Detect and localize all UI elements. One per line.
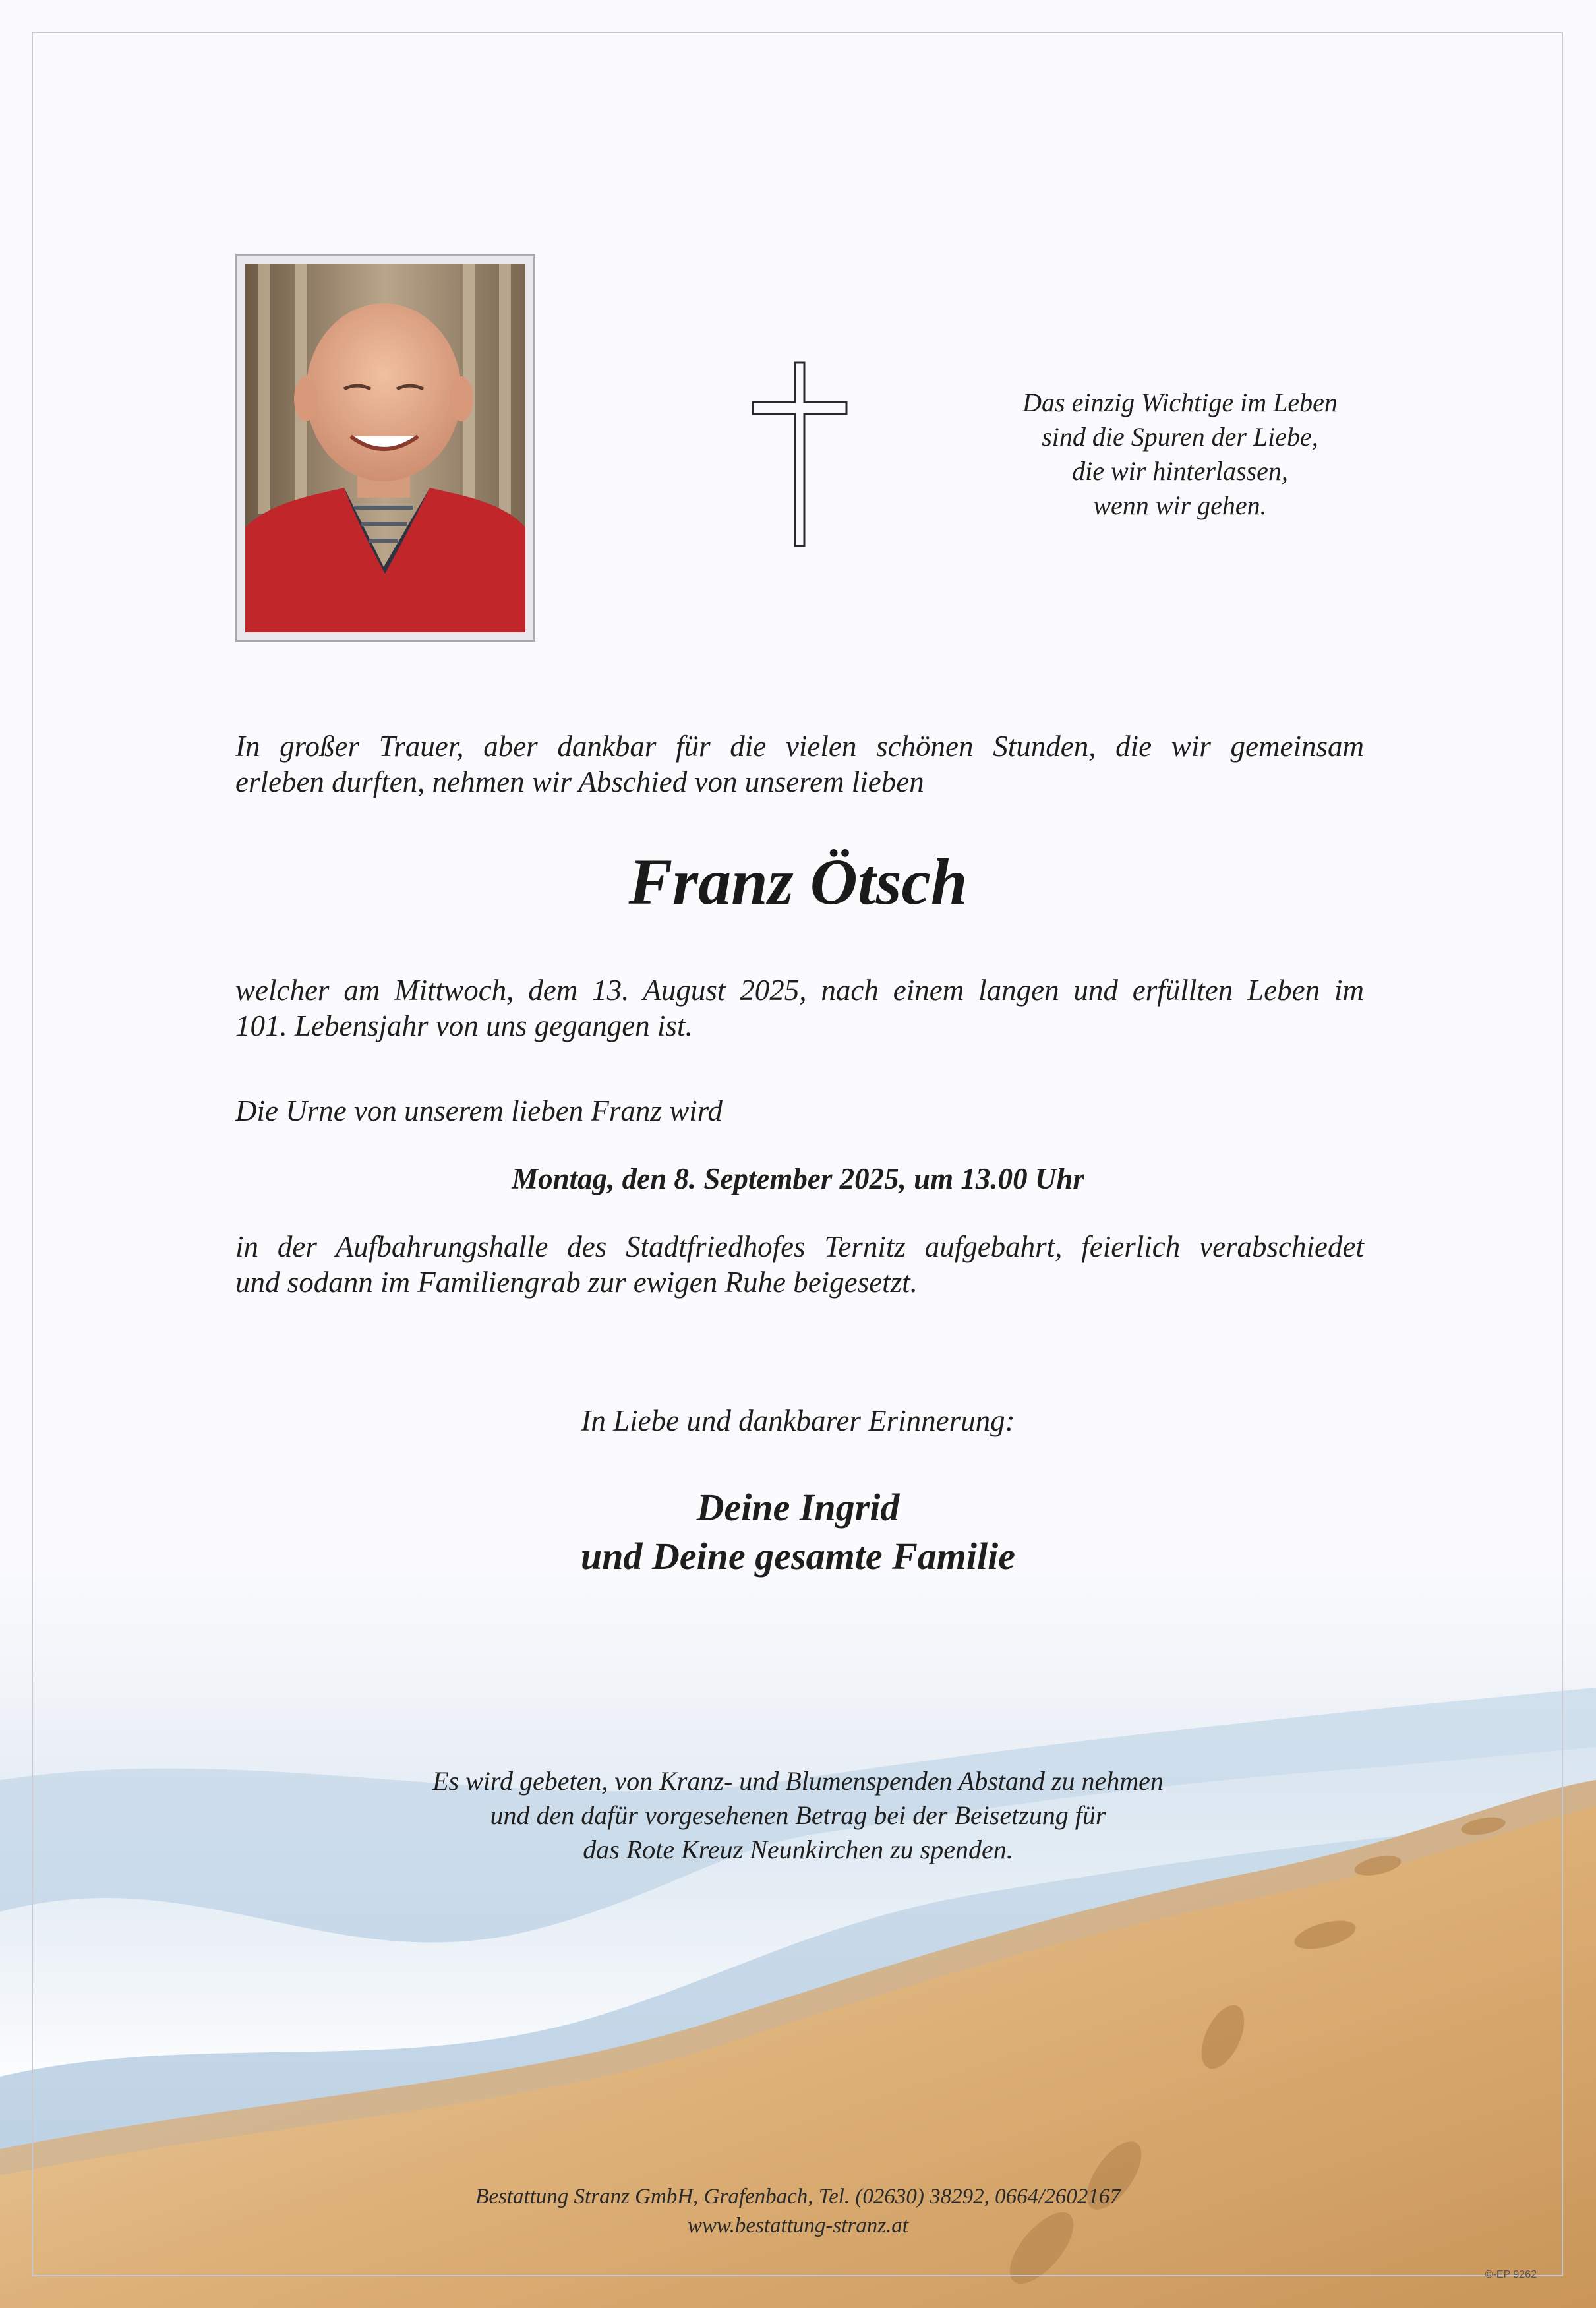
poem-line: wenn wir gehen. bbox=[1093, 490, 1267, 520]
remembrance-line: In Liebe und dankbarer Erinnerung: bbox=[581, 1404, 1015, 1437]
death-line-2: 101. Lebensjahr von uns gegangen ist. bbox=[235, 1009, 693, 1042]
intro-line-1: In großer Trauer, aber dankbar für die vielen schönen Stunden, die wir gemeinsam bbox=[235, 730, 1364, 763]
urn-line-1: in der Aufbahrungshalle des Stadtfriedhofes Ternitz aufgebahrt, feierlich verabschiedet bbox=[235, 1230, 1364, 1263]
deceased-name: Franz Ötsch bbox=[628, 845, 968, 918]
urn-intro: Die Urne von unserem lieben Franz wird bbox=[235, 1094, 723, 1127]
poem-line: sind die Spuren der Liebe, bbox=[1042, 422, 1318, 452]
cross-icon bbox=[752, 361, 848, 547]
poem-line: Das einzig Wichtige im Leben bbox=[1022, 388, 1338, 417]
portrait-photo bbox=[235, 254, 535, 642]
funeral-home-website: www.bestattung-stranz.at bbox=[688, 2214, 908, 2237]
urn-line-2: und sodann im Familiengrab zur ewigen Ruhe beigesetzt. bbox=[235, 1266, 918, 1299]
print-code: ©-EP 9262 bbox=[1485, 2269, 1537, 2280]
death-line-1: welcher am Mittwoch, dem 13. August 2025, nach einem langen und erfüllten Leben im bbox=[235, 974, 1364, 1007]
signer-1: Deine Ingrid bbox=[696, 1486, 900, 1529]
poem-line: die wir hinterlassen, bbox=[1072, 456, 1288, 486]
intro-line-2: erleben durften, nehmen wir Abschied von unserem lieben bbox=[235, 765, 924, 798]
funeral-home-info: Bestattung Stranz GmbH, Grafenbach, Tel. (02630) 38292, 0664/2602167 bbox=[475, 2185, 1121, 2208]
signer-2: und Deine gesamte Familie bbox=[581, 1535, 1015, 1578]
donation-line-1: Es wird gebeten, von Kranz- und Blumenspenden Abstand zu nehmen bbox=[432, 1766, 1164, 1796]
donation-line-2: und den dafür vorgesehenen Betrag bei der Beisetzung für bbox=[490, 1800, 1106, 1830]
ceremony-date: Montag, den 8. September 2025, um 13.00 Uhr bbox=[512, 1162, 1084, 1195]
donation-line-3: das Rote Kreuz Neunkirchen zu spenden. bbox=[583, 1835, 1013, 1864]
poem bbox=[949, 386, 1411, 523]
